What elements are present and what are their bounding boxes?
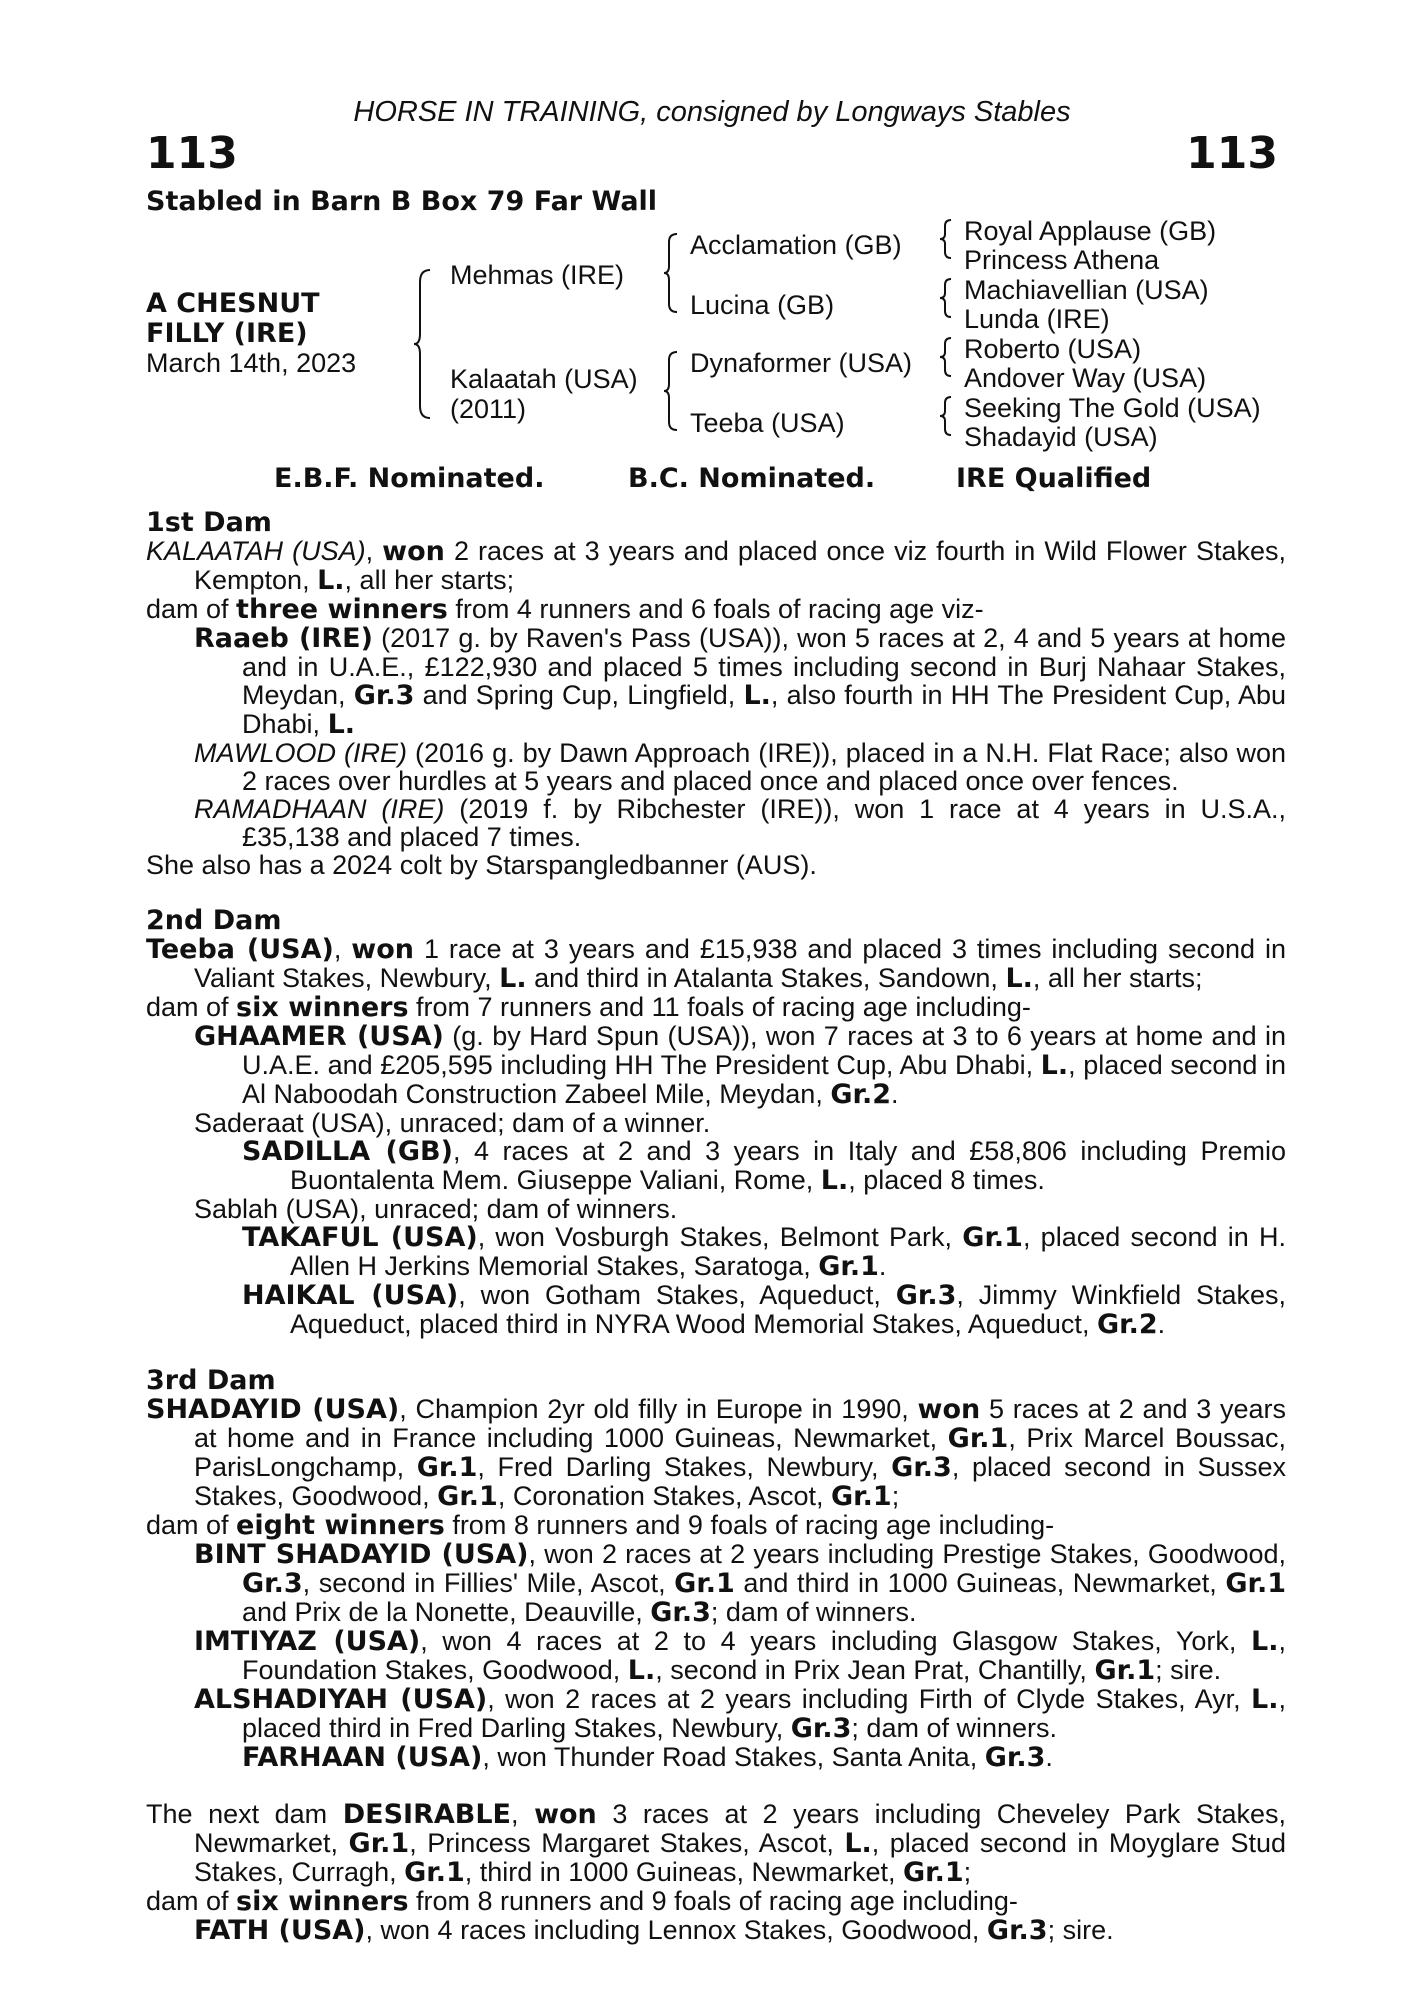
text-run: Saderaat (USA), unraced; dam of a winner. — [194, 1108, 711, 1138]
first-dam-produce-2 — [146, 739, 1286, 795]
third-dam-produce-summary — [146, 1511, 1286, 1540]
text-run: Gr.1 — [818, 1251, 879, 1282]
text-run: , placed third in Fred Darling Stakes, Newbury, — [242, 1684, 1286, 1743]
pedigree-gen4-4: Lunda (IRE) — [964, 304, 1110, 334]
text-run: IMTIYAZ (USA) — [194, 1626, 421, 1657]
text-run: FATH (USA) — [194, 1915, 366, 1946]
text-run: , placed 8 times. — [848, 1165, 1045, 1195]
text-run: won — [382, 536, 445, 567]
second-dam-grandproduce-1 — [146, 1137, 1286, 1195]
text-run: , all her starts; — [1032, 963, 1203, 993]
text-run: Sablah (USA), unraced; dam of winners. — [194, 1194, 678, 1224]
catalogue-header: HORSE IN TRAINING, consigned by Longways Stables — [353, 96, 1071, 128]
third-dam-heading: 3rd Dam — [146, 1365, 276, 1396]
text-run: , second in Prix Jean Prat, Chantilly, — [655, 1655, 1095, 1685]
text-run: RAMADHAAN (IRE) — [194, 794, 445, 824]
pedigree-brace-acclamation — [938, 218, 954, 260]
text-run: , Foundation Stakes, Goodwood, — [242, 1626, 1287, 1685]
text-run: , — [365, 536, 383, 566]
text-run: Gr.3 — [650, 1597, 711, 1628]
text-run: three winners — [236, 594, 448, 625]
pedigree-sire-dam: Lucina (GB) — [690, 290, 835, 320]
text-run: L. — [499, 963, 527, 994]
text-run: L. — [1040, 1050, 1069, 1081]
text-run: TAKAFUL (USA) — [242, 1222, 478, 1253]
second-dam-produce-2 — [146, 1109, 1286, 1137]
pedigree-gen4-8: Shadayid (USA) — [964, 422, 1158, 452]
text-run: MAWLOOD (IRE) — [194, 738, 408, 768]
text-run: , won Gotham Stakes, Aqueduct, — [458, 1280, 896, 1310]
pedigree-gen4-1: Royal Applause (GB) — [964, 216, 1217, 246]
second-dam-produce-summary — [146, 993, 1286, 1022]
third-dam-produce-1 — [146, 1540, 1286, 1627]
text-run: Gr.1 — [437, 1481, 498, 1512]
text-run: dam of — [146, 1886, 237, 1916]
text-run: Gr.1 — [962, 1222, 1023, 1253]
text-run: Gr.1 — [416, 1452, 478, 1483]
text-run: Gr.1 — [831, 1481, 892, 1512]
text-run: (2016 g. by Dawn Approach (IRE)), placed in a N.H. Flat Race; also won 2 races over hurdles at 5 years and placed once and placed once over fences. — [242, 738, 1286, 796]
text-run: GHAAMER (USA) — [194, 1021, 444, 1052]
pedigree-brace-teeba — [938, 395, 954, 437]
text-run: 2 races at 3 years and placed once viz fourth in Wild Flower Stakes, Kempton, — [194, 536, 1287, 595]
text-run: . — [1157, 1309, 1166, 1339]
text-run: dam of — [146, 1510, 237, 1540]
text-run: . — [891, 1079, 899, 1109]
text-run: L. — [327, 709, 356, 740]
second-dam-grandproduce-2 — [146, 1223, 1286, 1281]
text-run: , won 2 races at 2 years including Firth of Clyde Stakes, Ayr, — [487, 1684, 1252, 1714]
first-dam-produce-summary — [146, 595, 1286, 624]
second-dam-heading: 2nd Dam — [146, 905, 282, 936]
text-run: Gr.3 — [891, 1452, 952, 1483]
text-run: , placed second in H. Allen H Jerkins Memorial Stakes, Saratoga, — [290, 1222, 1286, 1281]
lot-number-right: 113 — [1186, 128, 1278, 179]
pedigree-sire: Mehmas (IRE) — [450, 260, 625, 290]
text-run: Gr.3 — [984, 1742, 1046, 1773]
text-run: Gr.2 — [830, 1079, 891, 1110]
text-run: ALSHADIYAH (USA) — [194, 1684, 488, 1715]
third-dam-produce-3 — [146, 1685, 1286, 1743]
text-run: L. — [820, 1165, 849, 1196]
text-run: , won 2 races at 2 years including Prestige Stakes, Goodwood, — [528, 1539, 1286, 1569]
text-run: L. — [1251, 1684, 1279, 1715]
text-run: , placed second in Al Naboodah Construction Zabeel Mile, Meydan, — [242, 1050, 1286, 1109]
next-dam-produce-summary — [146, 1887, 1286, 1916]
text-run: (2019 f. by Ribchester (IRE)), won 1 race at 4 years in U.S.A., £35,138 and placed 7 times. — [242, 794, 1287, 852]
text-run: six winners — [236, 1886, 409, 1917]
text-run: Gr.2 — [1096, 1309, 1158, 1340]
text-run: and Prix de la Nonette, Deauville, — [242, 1597, 651, 1627]
text-run: SADILLA (GB) — [242, 1136, 453, 1167]
text-run: The next dam — [146, 1799, 343, 1829]
pedigree-gen4-3: Machiavellian (USA) — [964, 275, 1209, 305]
third-dam-record — [146, 1395, 1286, 1511]
second-dam-produce-3 — [146, 1195, 1286, 1223]
text-run: L. — [627, 1655, 656, 1686]
text-run: , Prix Marcel Boussac, ParisLongchamp, — [194, 1423, 1287, 1482]
pedigree-gen4-5: Roberto (USA) — [964, 334, 1142, 364]
text-run: Gr.1 — [348, 1828, 410, 1859]
text-run: . — [878, 1251, 887, 1281]
text-run: , placed second in Sussex Stakes, Goodwood, — [194, 1452, 1286, 1511]
text-run: SHADAYID (USA) — [146, 1394, 400, 1425]
stabling-location: Stabled in Barn B Box 79 Far Wall — [146, 186, 658, 217]
text-run: ; dam of winners. — [710, 1597, 917, 1627]
text-run: , won Thunder Road Stakes, Santa Anita, — [482, 1742, 985, 1772]
text-run: , also fourth in HH The President Cup, Abu Dhabi, — [242, 680, 1286, 739]
pedigree-gen4-7: Seeking The Gold (USA) — [964, 393, 1261, 423]
pedigree-sire-sire: Acclamation (GB) — [690, 230, 902, 260]
text-run: Gr.3 — [353, 680, 415, 711]
text-run: Gr.1 — [1094, 1655, 1156, 1686]
text-run: ; dam of winners. — [851, 1713, 1058, 1743]
text-run: six winners — [236, 992, 409, 1023]
pedigree-brace-dam — [662, 350, 680, 432]
second-dam-record — [146, 935, 1286, 993]
text-run: Gr.1 — [674, 1568, 735, 1599]
horse-dob: March 14th, 2023 — [146, 348, 357, 378]
text-run: . — [1045, 1742, 1053, 1772]
text-run: dam of — [146, 992, 237, 1022]
second-dam-grandproduce-3 — [146, 1281, 1286, 1339]
pedigree-dam-year: (2011) — [450, 394, 527, 424]
lot-number-left: 113 — [146, 128, 238, 179]
text-run: , placed second in Moyglare Stud Stakes, Curragh, — [194, 1828, 1286, 1887]
text-run: , won 4 races including Lennox Stakes, Goodwood, — [365, 1915, 987, 1945]
first-dam-produce-1 — [146, 624, 1286, 739]
ire-qualified: IRE Qualified — [956, 463, 1152, 494]
text-run: She also has a 2024 colt by Starspangledbanner (AUS). — [146, 850, 817, 880]
text-run: Gr.3 — [986, 1915, 1048, 1946]
first-dam-other-foal — [146, 851, 1286, 879]
text-run: ; sire. — [1155, 1655, 1222, 1685]
text-run: 1 race at 3 years and £15,938 and placed 3 times including second in Valiant Stakes, Newbury, — [194, 934, 1286, 993]
text-run: L. — [1251, 1626, 1279, 1657]
text-run: , Princess Margaret Stakes, Ascot, — [409, 1828, 845, 1858]
text-run: dam of — [146, 594, 237, 624]
text-run: and third in Atalanta Stakes, Sandown, — [526, 963, 1006, 993]
text-run: , all her starts; — [344, 565, 515, 595]
text-run: , second in Fillies' Mile, Ascot, — [302, 1568, 675, 1598]
text-run: Gr.3 — [242, 1568, 303, 1599]
text-run: ; — [891, 1481, 900, 1511]
text-run: DESIRABLE — [342, 1799, 511, 1830]
first-dam-heading: 1st Dam — [146, 507, 272, 538]
text-run: L. — [317, 565, 345, 596]
text-run: , third in 1000 Guineas, Newmarket, — [464, 1857, 903, 1887]
text-run: L. — [743, 680, 771, 711]
pedigree-brace-sire — [662, 232, 680, 314]
text-run: , Fred Darling Stakes, Newbury, — [477, 1452, 892, 1482]
text-run: Gr.1 — [1225, 1568, 1287, 1599]
text-run: ; sire. — [1047, 1915, 1114, 1945]
text-run: eight winners — [236, 1510, 445, 1541]
text-run: L. — [1005, 963, 1033, 994]
text-run: Teeba (USA) — [146, 934, 334, 965]
text-run: (g. by Hard Spun (USA)), won 7 races at 3 to 6 years at home and in U.A.E. and £205,595 including HH The President Cup, Abu Dhabi, — [242, 1021, 1287, 1080]
text-run: Gr.3 — [895, 1280, 957, 1311]
text-run: Gr.1 — [947, 1423, 1009, 1454]
third-dam-grandproduce-1 — [146, 1743, 1286, 1772]
text-run: 5 races at 2 and 3 years at home and in France including 1000 Guineas, Newmarket, — [194, 1394, 1287, 1453]
text-run: and Spring Cup, Lingfield, — [414, 680, 744, 710]
text-run: 3 races at 2 years including Cheveley Park Stakes, Newmarket, — [194, 1799, 1286, 1858]
text-run: (2017 g. by Raven's Pass (USA)), won 5 races at 2, 4 and 5 years at home and in U.A.E., £122,930 and placed 5 times including second in Burj Nahaar Stakes, Meydan, — [242, 623, 1286, 710]
pedigree-brace-gen1 — [412, 268, 434, 420]
pedigree-brace-dynaformer — [938, 336, 954, 378]
text-run: from 8 runners and 9 foals of racing age including- — [444, 1510, 1055, 1540]
horse-description-line2: FILLY (IRE) — [146, 318, 308, 349]
first-dam-record — [146, 537, 1286, 595]
text-run: , Champion 2yr old filly in Europe in 1990, — [399, 1394, 918, 1424]
text-run: Gr.1 — [404, 1857, 465, 1888]
text-run: ; — [963, 1857, 972, 1887]
text-run: HAIKAL (USA) — [242, 1280, 459, 1311]
text-run: , — [333, 934, 352, 964]
text-run: Gr.1 — [902, 1857, 964, 1888]
pedigree-dam-dam: Teeba (USA) — [690, 408, 845, 438]
text-run: , won Vosburgh Stakes, Belmont Park, — [477, 1222, 963, 1252]
pedigree-gen4-2: Princess Athena — [964, 245, 1160, 275]
text-run: won — [534, 1799, 597, 1830]
text-run: L. — [844, 1828, 872, 1859]
text-run: , Coronation Stakes, Ascot, — [497, 1481, 832, 1511]
pedigree-notes — [146, 509, 1286, 1945]
pedigree-brace-lucina — [938, 277, 954, 319]
text-run: BINT SHADAYID (USA) — [194, 1539, 529, 1570]
text-run: , 4 races at 2 and 3 years in Italy and £58,806 including Premio Buontalenta Mem. Giuseppe Valiani, Rome, — [290, 1136, 1286, 1195]
text-run: , — [511, 1799, 535, 1829]
pedigree-dam: Kalaatah (USA) — [450, 364, 638, 394]
text-run: from 4 runners and 6 foals of racing age viz- — [447, 594, 984, 624]
text-run: Gr.3 — [790, 1713, 852, 1744]
text-run: FARHAAN (USA) — [242, 1742, 483, 1773]
text-run: from 8 runners and 9 foals of racing age including- — [408, 1886, 1018, 1916]
text-run: , Jimmy Winkfield Stakes, Aqueduct, placed third in NYRA Wood Memorial Stakes, Aqueduct, — [290, 1280, 1287, 1339]
pedigree-dam-sire: Dynaformer (USA) — [690, 348, 913, 378]
text-run: and third in 1000 Guineas, Newmarket, — [734, 1568, 1226, 1598]
text-run: won — [917, 1394, 981, 1425]
text-run: from 7 runners and 11 foals of racing age including- — [408, 992, 1031, 1022]
text-run: won — [351, 934, 414, 965]
horse-description-line1: A CHESNUT — [146, 288, 320, 319]
text-run: , won 4 races at 2 to 4 years including Glasgow Stakes, York, — [420, 1626, 1252, 1656]
ebf-nomination: E.B.F. Nominated. — [274, 463, 545, 494]
second-dam-produce-1 — [146, 1022, 1286, 1109]
pedigree-gen4-6: Andover Way (USA) — [964, 363, 1207, 393]
bc-nomination: B.C. Nominated. — [628, 463, 876, 494]
first-dam-produce-3 — [146, 795, 1286, 851]
next-dam-produce-1 — [146, 1916, 1286, 1945]
text-run: KALAATAH (USA) — [146, 536, 366, 566]
third-dam-produce-2 — [146, 1627, 1286, 1685]
next-dam-record — [146, 1800, 1286, 1887]
text-run: Raaeb (IRE) — [194, 623, 373, 654]
